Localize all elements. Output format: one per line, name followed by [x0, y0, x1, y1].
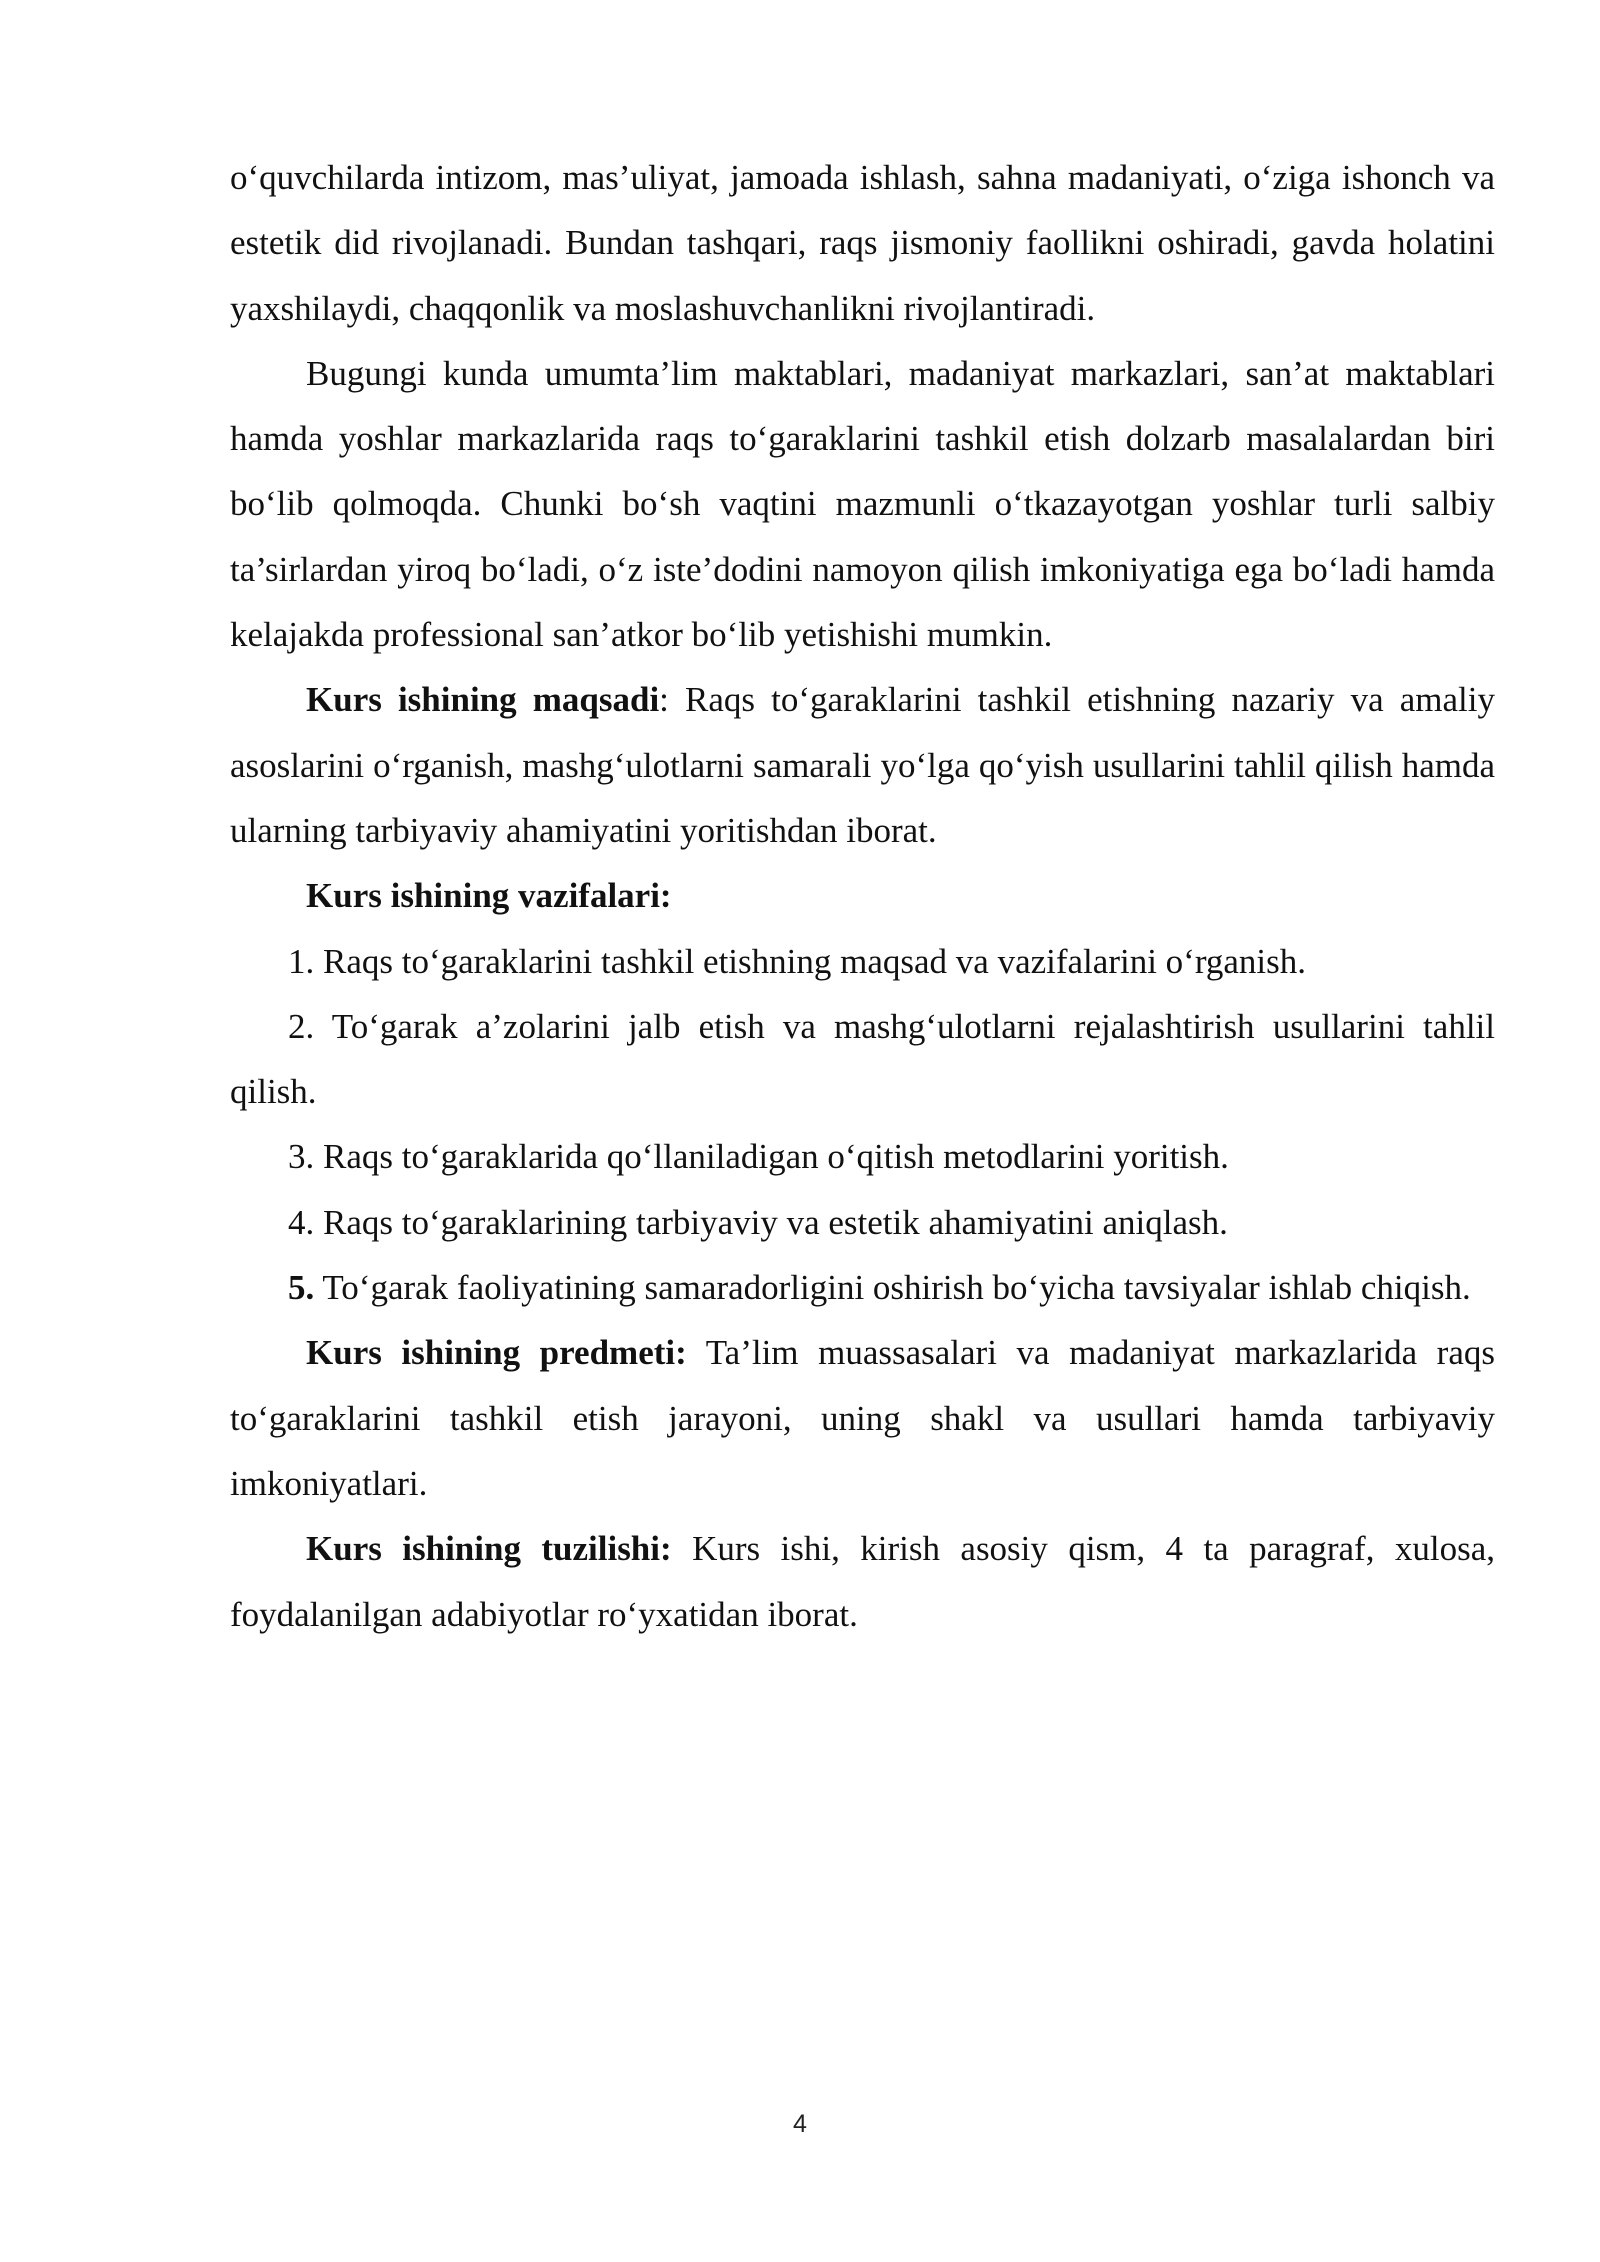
paragraph-intro-continuation: o‘quvchilarda intizom, mas’uliyat, jamoada ishlash, sahna madaniyati, o‘ziga ishonch va estetik did rivojlanadi. Bundan tashqari, raqs jismoniy faollikni oshiradi, gavda holatini yaxshilaydi, chaqqonlik va moslashuvchanlikni rivojlantiradi.	[230, 158, 1495, 328]
paragraph-goal	[230, 667, 1495, 863]
structure-text: Kurs ishi, kirish asosiy qism, 4 ta paragraf, xulosa, foydalanilgan adabiyotlar ro‘yxatidan iborat.	[230, 1529, 1495, 1634]
task-number: 4.	[288, 1202, 315, 1242]
task-text: To‘garak a’zolarini jalb etish va mashg‘ulotlarni rejalashtirish usullarini tahlil qilish.	[230, 1006, 1495, 1112]
paragraph-subject	[230, 1320, 1495, 1516]
task-text: Raqs to‘garaklarining tarbiyaviy va estetik ahamiyatini aniqlash.	[314, 1202, 1228, 1242]
task-text: Raqs to‘garaklarida qo‘llaniladigan o‘qitish metodlarini yoritish.	[314, 1137, 1229, 1177]
paragraph-structure	[230, 1516, 1495, 1647]
subject-label: Kurs ishining predmeti:	[306, 1333, 687, 1373]
task-item-2	[230, 994, 1495, 1125]
task-item-1	[230, 929, 1495, 994]
task-item-4	[230, 1190, 1495, 1255]
task-number: 5.	[288, 1268, 315, 1308]
goal-text: : Raqs to‘garaklarini tashkil etishning nazariy va amaliy asoslarini o‘rganish, mashg‘ulotlarni samarali yo‘lga qo‘yish usullarini tahlil qilish hamda ularning tarbiyaviy ahamiyatini yoritishdan iborat.	[230, 680, 1495, 850]
task-number: 2.	[288, 1006, 315, 1046]
task-text: To‘garak faoliyatining samaradorligini oshirish bo‘yicha tavsiyalar ishlab chiqish.	[314, 1268, 1471, 1308]
structure-label: Kurs ishining tuzilishi:	[306, 1529, 672, 1569]
task-item-5	[230, 1255, 1495, 1320]
tasks-heading	[230, 863, 1495, 928]
task-number: 1.	[288, 941, 315, 981]
task-number: 3.	[288, 1137, 315, 1177]
page-number: 4	[793, 2110, 807, 2138]
paragraph-relevance: Bugungi kunda umumta’lim maktablari, madaniyat markazlari, san’at maktablari hamda yoshlar markazlarida raqs to‘garaklarini tashkil etish dolzarb masalalardan biri bo‘lib qolmoqda. Chunki bo‘sh vaqtini mazmunli o‘tkazayotgan yoshlar turli salbiy ta’sirlardan yiroq bo‘ladi, o‘z iste’dodini namoyon qilish imkoniyatiga ega bo‘ladi hamda kelajakda professional san’atkor bo‘lib yetishishi mumkin.	[230, 353, 1495, 655]
subject-text: Ta’lim muassasalari va madaniyat markazlarida raqs to‘garaklarini tashkil etish jarayoni, uning shakl va usullari hamda tarbiyaviy imkoniyatlari.	[230, 1333, 1495, 1503]
page-body	[230, 145, 1495, 1647]
task-text: Raqs to‘garaklarini tashkil etishning maqsad va vazifalarini o‘rganish.	[314, 941, 1306, 981]
task-item-3	[230, 1124, 1495, 1189]
goal-label: Kurs ishining maqsadi	[306, 680, 660, 720]
tasks-heading-label: Kurs ishining vazifalari:	[306, 876, 672, 916]
